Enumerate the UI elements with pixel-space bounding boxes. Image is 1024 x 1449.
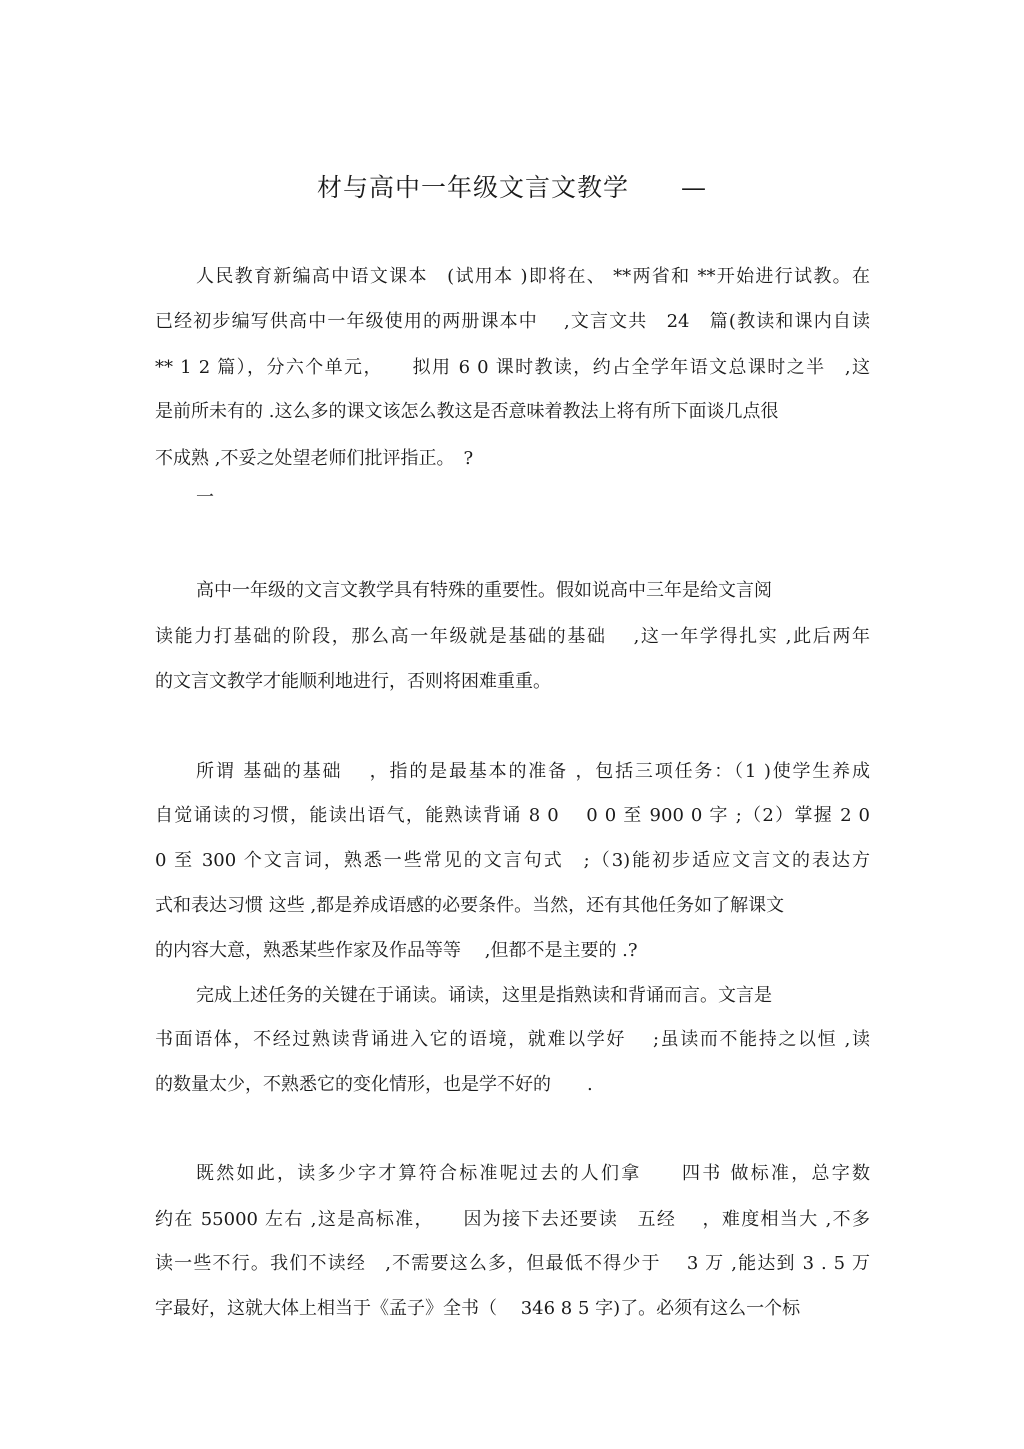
text-line: 读能力打基础的阶段，那么高一年级就是基础的基础 ,这一年学得扎实 ,此后两年 — [155, 626, 870, 647]
text-line: 已经初步编写供高中一年级使用的两册课本中 ,文言文共 24 篇(教读和课内自读 — [155, 311, 870, 332]
text-line: 约在 55000 左右 ,这是高标准， 因为接下去还要读 五经 ，难度相当大 ,不多 — [155, 1209, 870, 1230]
text-line: 式和表达习惯 这些 ,都是养成语感的必要条件。当然，还有其他任务如了解课文 — [155, 895, 785, 916]
section-number: 一 — [196, 487, 214, 508]
text-line: 的内容大意，熟悉某些作家及作品等等 ,但都不是主要的 .? — [155, 940, 638, 961]
text-line: 不成熟 ,不妥之处望老师们批评指正。 ? — [155, 448, 474, 469]
text-line: 读一些不行。我们不读经 ,不需要这么多，但最低不得少于 3 万 ,能达到 3 . 5 万 — [155, 1253, 870, 1274]
text-line: 的文言文教学才能顺利地进行，否则将困难重重。 — [155, 671, 551, 692]
text-line: 的数量太少，不熟悉它的变化情形，也是学不好的 . — [155, 1074, 593, 1095]
text-line: 所谓 基础的基础 ，指的是最基本的准备 ，包括三项任务：（1 )使学生养成 — [196, 761, 870, 782]
text-line: 既然如此，读多少字才算符合标准呢过去的人们拿 四书 做标准，总字数 — [196, 1163, 870, 1184]
text-line: 字最好，这就大体上相当于《孟子》全书（ 346 8 5 字)了。必须有这么一个标 — [155, 1298, 801, 1319]
text-line: 书面语体，不经过熟读背诵进入它的语境，就难以学好 ;虽读而不能持之以恒 ,读 — [155, 1029, 870, 1050]
text-line: 0 至 300 个文言词，熟悉一些常见的文言句式 ;（3)能初步适应文言文的表达方 — [155, 850, 870, 871]
page-title: 材与高中一年级文言文教学 — — [316, 173, 707, 202]
text-line: 高中一年级的文言文教学具有特殊的重要性。假如说高中三年是给文言阅 — [196, 580, 772, 601]
text-line: 完成上述任务的关键在于诵读。诵读，这里是指熟读和背诵而言。文言是 — [196, 985, 772, 1006]
text-line: ** 1 2 篇），分六个单元， 拟用 6 0 课时教读，约占全学年语文总课时之半 ,这 — [155, 357, 870, 378]
text-line: 是前所未有的 .这么多的课文该怎么教这是否意味着教法上将有所下面谈几点很 — [155, 401, 779, 422]
text-line: 人民教育新编高中语文课本 (试用本 )即将在、 **两省和 **开始进行试教。在 — [196, 266, 870, 287]
text-line: 自觉诵读的习惯，能读出语气，能熟读背诵 8 0 0 0 至 900 0 字 ;（2）掌握 2 0 — [155, 805, 870, 826]
